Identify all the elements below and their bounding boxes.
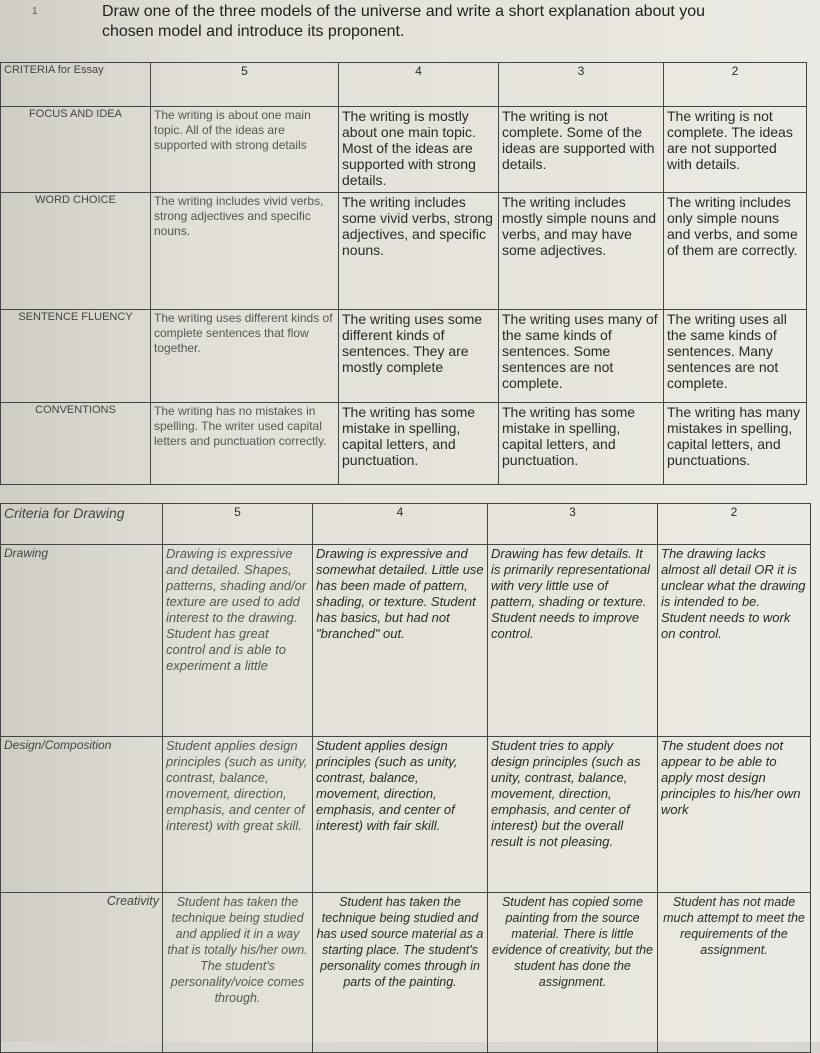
- row-label: Design/Composition: [1, 737, 163, 893]
- header-score-5: 5: [151, 63, 339, 107]
- essay-header-row: [1, 63, 807, 107]
- row-label: SENTENCE FLUENCY: [1, 310, 151, 403]
- cell-score-5: The writing is about one main topic. All of the ideas are supported with strong details: [151, 107, 339, 193]
- table-row: [1, 193, 807, 310]
- cell-score-2: Student has not made much attempt to meet the requirements of the assignment.: [658, 893, 811, 1053]
- cell-score-5: The writing uses different kinds of complete sentences that flow together.: [151, 310, 339, 403]
- cell-score-5: Drawing is expressive and detailed. Shapes, patterns, shading and/or texture are used to add interest to the drawing. Student has great control and is able to experiment a little: [163, 545, 313, 737]
- cell-score-2: The writing includes only simple nouns and verbs, and some of them are correctly.: [664, 193, 807, 310]
- cell-score-2: The writing uses all the same kinds of sentences. Many sentences are not complete.: [664, 310, 807, 403]
- row-label: Drawing: [1, 545, 163, 737]
- cell-score-4: The writing includes some vivid verbs, strong adjectives, and specific nouns.: [339, 193, 499, 310]
- cell-score-5: Student has taken the technique being studied and applied it in a way that is totally his/her own. The student's personality/voice comes through.: [163, 893, 313, 1053]
- instruction-line-2: chosen model and introduce its proponent.: [102, 23, 405, 40]
- cell-score-2: The drawing lacks almost all detail OR it is unclear what the drawing is intended to be. Student needs to work on control.: [658, 545, 811, 737]
- cell-score-3: Student has copied some painting from the source material. There is little evidence of creativity, but the student has done the assignment.: [488, 893, 658, 1053]
- header-criteria: Criteria for Drawing: [1, 504, 163, 545]
- cell-score-2: The writing is not complete. The ideas are not supported with details.: [664, 107, 807, 193]
- cell-score-4: The writing uses some different kinds of sentences. They are mostly complete: [339, 310, 499, 403]
- header-score-2: 2: [658, 504, 811, 545]
- cell-score-3: The writing has some mistake in spelling, capital letters, and punctuation.: [499, 403, 664, 485]
- row-label: Creativity: [1, 893, 163, 1053]
- cell-score-4: Drawing is expressive and somewhat detailed. Little use has been made of pattern, shading, or texture. Student has basics, but had not "branched" out.: [313, 545, 488, 737]
- cell-score-2: The student does not appear to be able to apply most design principles to his/her own work: [658, 737, 811, 893]
- cell-score-4: Student applies design principles (such as unity, contrast, balance, movement, direction, emphasis, and center of interest) with fair skill.: [313, 737, 488, 893]
- header-score-5: 5: [163, 504, 313, 545]
- table-row: [1, 545, 811, 737]
- cell-score-3: The writing includes mostly simple nouns and verbs, and may have some adjectives.: [499, 193, 664, 310]
- cell-score-4: Student has taken the technique being studied and has used source material as a starting place. The student's personality comes through in parts of the painting.: [313, 893, 488, 1053]
- cell-score-3: The writing uses many of the same kinds of sentences. Some sentences are not complete.: [499, 310, 664, 403]
- row-label: CONVENTIONS: [1, 403, 151, 485]
- instruction-line-1: Draw one of the three models of the universe and write a short explanation about you: [102, 3, 706, 20]
- cell-score-4: The writing is mostly about one main topic. Most of the ideas are supported with strong details.: [339, 107, 499, 193]
- cell-score-3: The writing is not complete. Some of the ideas are supported with details.: [499, 107, 664, 193]
- table-row: [1, 310, 807, 403]
- essay-rubric-table: [0, 62, 807, 485]
- cell-score-2: The writing has many mistakes in spelling, capital letters, and punctuations.: [664, 403, 807, 485]
- item-number: 1: [32, 6, 38, 17]
- cell-score-5: Student applies design principles (such as unity, contrast, balance, movement, direction, emphasis, and center of interest) with great skill.: [163, 737, 313, 893]
- drawing-header-row: [1, 504, 811, 545]
- header-criteria: CRITERIA for Essay: [1, 63, 151, 107]
- drawing-rubric-table: [0, 503, 811, 1053]
- table-row: [1, 737, 811, 893]
- instructions: [32, 2, 820, 42]
- header-score-4: 4: [339, 63, 499, 107]
- cell-score-3: Student tries to apply design principles (such as unity, contrast, balance, movement, direction, emphasis, and center of interest) but the overall result is not pleasing.: [488, 737, 658, 893]
- cell-score-3: Drawing has few details. It is primarily representational with very little use of pattern, shading or texture. Student needs to improve control.: [488, 545, 658, 737]
- table-row: [1, 893, 811, 1053]
- header-score-4: 4: [313, 504, 488, 545]
- table-row: [1, 107, 807, 193]
- cell-score-4: The writing has some mistake in spelling, capital letters, and punctuation.: [339, 403, 499, 485]
- cell-score-5: The writing has no mistakes in spelling. The writer used capital letters and punctuation correctly.: [151, 403, 339, 485]
- header-score-3: 3: [499, 63, 664, 107]
- cell-score-5: The writing includes vivid verbs, strong adjectives and specific nouns.: [151, 193, 339, 310]
- row-label: FOCUS AND IDEA: [1, 107, 151, 193]
- table-row: [1, 403, 807, 485]
- header-score-2: 2: [664, 63, 807, 107]
- header-score-3: 3: [488, 504, 658, 545]
- row-label: WORD CHOICE: [1, 193, 151, 310]
